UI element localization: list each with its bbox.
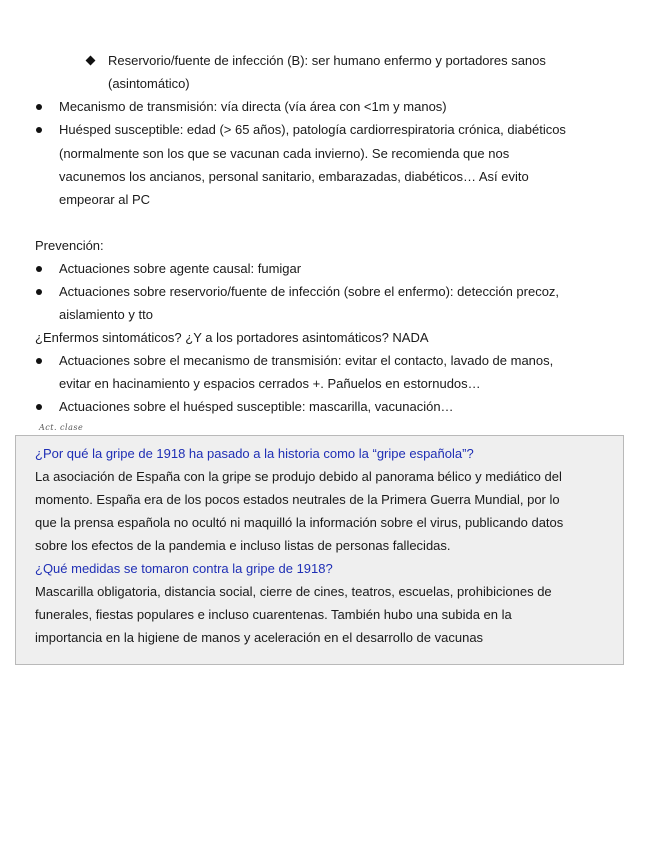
list-item: Actuaciones sobre reservorio/fuente de infección (sobre el enfermo): detección precoz, xyxy=(59,284,560,299)
list-item: Mecanismo de transmisión: vía directa (vía área con <1m y manos) xyxy=(59,99,447,114)
box-answer-line: que la prensa española no ocultó ni maquilló la información sobre el virus, publicando datos xyxy=(35,515,564,530)
bullet-icon xyxy=(36,104,42,110)
list-item: evitar en hacinamiento y espacios cerrados +. Pañuelos en estornudos… xyxy=(59,376,481,391)
diamond-bullet-icon xyxy=(86,56,96,66)
list-item: Huésped susceptible: edad (> 65 años), patología cardiorrespiratoria crónica, diabéticos xyxy=(59,122,566,137)
bullet-icon xyxy=(36,358,42,364)
bullet-icon xyxy=(36,266,42,272)
question-line: ¿Enfermos sintomáticos? ¿Y a los portadores asintomáticos? NADA xyxy=(35,330,429,345)
box-answer-line: funerales, fiestas populares e incluso cuarentenas. También hubo una subida en la xyxy=(35,607,512,622)
box-answer-line: Mascarilla obligatoria, distancia social, cierre de cines, teatros, escuelas, prohibiciones de xyxy=(35,584,552,599)
box-question: ¿Qué medidas se tomaron contra la gripe de 1918? xyxy=(35,561,333,576)
list-item: aislamiento y tto xyxy=(59,307,153,322)
section-heading: Prevención: xyxy=(35,238,104,253)
box-answer-line: sobre los efectos de la pandemia e incluso listas de personas fallecidas. xyxy=(35,538,451,553)
box-answer-line: importancia en la higiene de manos y aceleración en el desarrollo de vacunas xyxy=(35,630,484,645)
sub-item-line: (asintomático) xyxy=(108,76,190,91)
list-item: Actuaciones sobre el mecanismo de transmisión: evitar el contacto, lavado de manos, xyxy=(59,353,554,368)
list-item: Actuaciones sobre el huésped susceptible: mascarilla, vacunación… xyxy=(59,399,454,414)
bullet-icon xyxy=(36,404,42,410)
list-item: Actuaciones sobre agente causal: fumigar xyxy=(59,261,302,276)
box-answer-line: momento. España era de los pocos estados neutrales de la Primera Guerra Mundial, por lo xyxy=(35,492,560,507)
sub-item-line: Reservorio/fuente de infección (B): ser humano enfermo y portadores sanos xyxy=(108,53,546,68)
list-item: vacunemos los ancianos, personal sanitario, embarazadas, diabéticos… Así evito xyxy=(59,169,529,184)
box-question: ¿Por qué la gripe de 1918 ha pasado a la historia como la “gripe española”? xyxy=(35,446,474,461)
list-item: (normalmente son los que se vacunan cada invierno). Se recomienda que nos xyxy=(59,146,510,161)
bullet-icon xyxy=(36,289,42,295)
handwritten-note: Act. clase xyxy=(39,423,84,432)
list-item: empeorar al PC xyxy=(59,192,151,207)
bullet-icon xyxy=(36,127,42,133)
box-answer-line: La asociación de España con la gripe se produjo debido al panorama bélico y mediático del xyxy=(35,469,562,484)
